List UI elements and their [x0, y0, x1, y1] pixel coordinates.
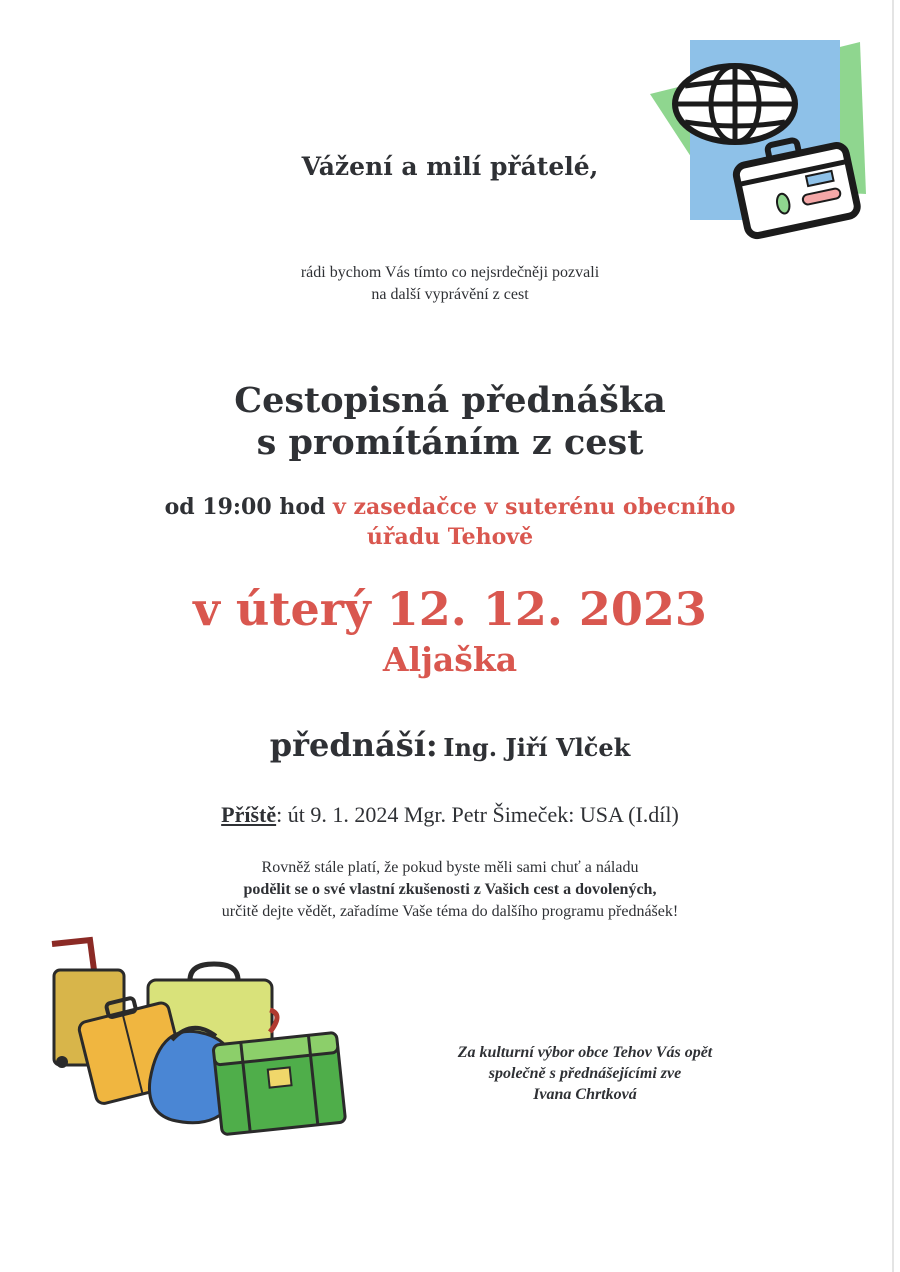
note-line-2: podělit se o své vlastní zkušenosti z Vašich cest a dovolených, — [243, 881, 657, 898]
invitation-line-1: rádi bychom Vás tímto co nejsrdečněji pozvali — [300, 264, 600, 281]
signature-name: Ivana Chrtková — [533, 1086, 637, 1103]
globe-suitcase-icon — [640, 36, 870, 251]
luggage-pile-icon — [40, 930, 350, 1145]
title-line-1: Cestopisná přednáška — [234, 380, 666, 421]
event-topic: Aljaška — [382, 640, 518, 679]
greeting-heading: Vážení a milí přátelé, — [301, 152, 599, 181]
next-lecture — [0, 802, 900, 828]
signature-line-2: společně s přednášejícími zve — [488, 1065, 682, 1082]
note-line-3: určitě dejte vědět, zařadíme Vaše téma do dalšího programu přednášek! — [221, 903, 679, 920]
event-place-1: v zasedačce v suterénu obecního — [333, 494, 736, 520]
lecturer-name: Ing. Jiří Vlček — [443, 733, 631, 762]
event-date: v úterý 12. 12. 2023 — [193, 582, 707, 636]
event-time: od 19:00 hod — [164, 494, 326, 520]
scan-edge — [892, 0, 894, 1272]
title-line-2: s promítáním z cest — [256, 422, 644, 463]
next-details: : út 9. 1. 2024 Mgr. Petr Šimeček: USA (I.díl) — [276, 802, 679, 827]
invitation-line-2: na další vyprávění z cest — [371, 286, 529, 303]
lecture-title — [0, 380, 900, 464]
call-for-speakers — [0, 857, 900, 923]
next-label: Příště — [221, 802, 277, 827]
lecturer — [0, 726, 900, 764]
signature-block — [400, 1042, 770, 1105]
invitation-text — [0, 262, 900, 306]
time-and-place — [0, 492, 900, 552]
event-place-2: úřadu Tehově — [366, 524, 534, 550]
note-line-1: Rovněž stále platí, že pokud byste měli sami chuť a náladu — [261, 859, 639, 876]
lecturer-label: přednáší: — [269, 726, 438, 764]
signature-line-1: Za kulturní výbor obce Tehov Vás opět — [457, 1044, 713, 1061]
